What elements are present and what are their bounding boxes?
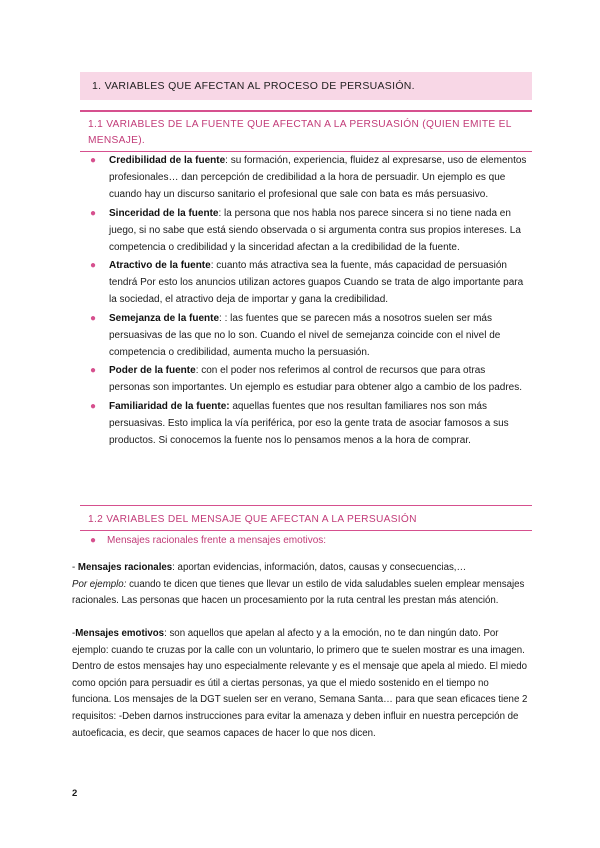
emotional-messages-paragraph: -Mensajes emotivos: son aquellos que apelan al afecto y a la emoción, no te dan ningún dato. Por ejemplo: cuando te cruzas por la calle con un voluntario, lo primero que te suelen mostrar es una imagen. Dentro de estos mensajes hay uno especialmente relevante y es el mensaje que apela al miedo. El miedo como opción para persuadir es útil a ciertas personas, ya que el miedo sostenido en el tiempo no funciona. Los mensajes de la DGT suelen ser en verano, Semana Santa… para que sean eficaces tiene 2 requisitos: -Deben darnos instrucciones para evitar la amenaza y deben influir en nuestra percepción de autoeficacia, es decir, que seamos capaces de hacer lo que nos dicen. bbox=[72, 628, 528, 739]
bullet-icon: ● bbox=[90, 312, 97, 324]
list-item: ● Familiaridad de la fuente: aquellas fuentes que nos resultan familiares nos son más persuasivas. Esto implica la vía periférica, por eso la gente trata de asociar famosos a sus productos. Si conocemos la fuente nos lo pensamos menos a la hora de comprar. bbox=[90, 398, 528, 449]
bullet-icon: ● bbox=[90, 155, 97, 166]
section-1-title: 1.1 VARIABLES DE LA FUENTE QUE AFECTAN A LA PERSUASIÓN (QUIEN EMITE EL MENSAJE). bbox=[88, 119, 512, 146]
bullet-icon: ● bbox=[90, 260, 97, 271]
section-2-top-divider bbox=[80, 505, 532, 506]
bullet-icon: ● bbox=[90, 535, 97, 546]
list-item: ● Atractivo de la fuente: cuanto más atractiva sea la fuente, más capacidad de persuasión tendrá Por esto los anuncios utilizan actores guapos Cuando se trata de algo importante para la sociedad, el atractivo deja de importar y gana la credibilidad. bbox=[90, 257, 528, 308]
chapter-heading-text: 1. VARIABLES QUE AFECTAN AL PROCESO DE PERSUASIÓN. bbox=[92, 80, 415, 92]
bullet-icon: ● bbox=[90, 365, 97, 376]
bullet-icon: ● bbox=[90, 207, 97, 219]
list-item: ● Credibilidad de la fuente: su formación, experiencia, fluidez al expresarse, uso de elementos profesionales… dan percepción de credibilidad a la hora de persuadir. Un ejemplo es que cuando hay un discurso sanitario el profesional que sale con bata es más persuasivo. bbox=[90, 152, 528, 203]
rational-messages-paragraph: - Mensajes racionales: aportan evidencias, información, datos, causas y consecuencias,… Por ejemplo: cuando te dicen que tienes que llevar un estilo de vida saludables suelen emplear mensajes racionales. Las personas que hacen un procesamiento por la ruta central les prestan más atención. bbox=[72, 562, 525, 607]
list-item: ● Sinceridad de la fuente: la persona que nos habla nos parece sincera si no tiene nada en juego, si no sabe que está siendo observada o si argumenta contra sus propios intereses. La competencia o credibilidad y la sinceridad afectan a la credibilidad de la fuente. bbox=[90, 205, 528, 256]
page-number: 2 bbox=[72, 788, 78, 799]
bullet-icon: ● bbox=[90, 400, 97, 412]
heading-divider bbox=[80, 110, 532, 112]
list-item: ● Poder de la fuente: con el poder nos referimos al control de recursos que para otras personas son importantes. Un ejemplo es estudiar para obtener algo a cambio de los padres. bbox=[90, 362, 528, 396]
message-types-label: Mensajes racionales frente a mensajes emotivos: bbox=[107, 535, 327, 546]
section-2-title: 1.2 VARIABLES DEL MENSAJE QUE AFECTAN A LA PERSUASIÓN bbox=[88, 514, 417, 525]
list-item: ● Semejanza de la fuente: : las fuentes que se parecen más a nosotros suelen ser más persuasivas de las que no lo son. Cuando el nivel de semejanza coincide con el nivel de competencia o credibilidad, aumenta mucho la persuasión. bbox=[90, 310, 528, 361]
source-variables-list bbox=[90, 152, 528, 450]
chapter-heading bbox=[80, 72, 532, 100]
message-types-bullet bbox=[90, 535, 326, 546]
section-2-divider bbox=[80, 530, 532, 531]
